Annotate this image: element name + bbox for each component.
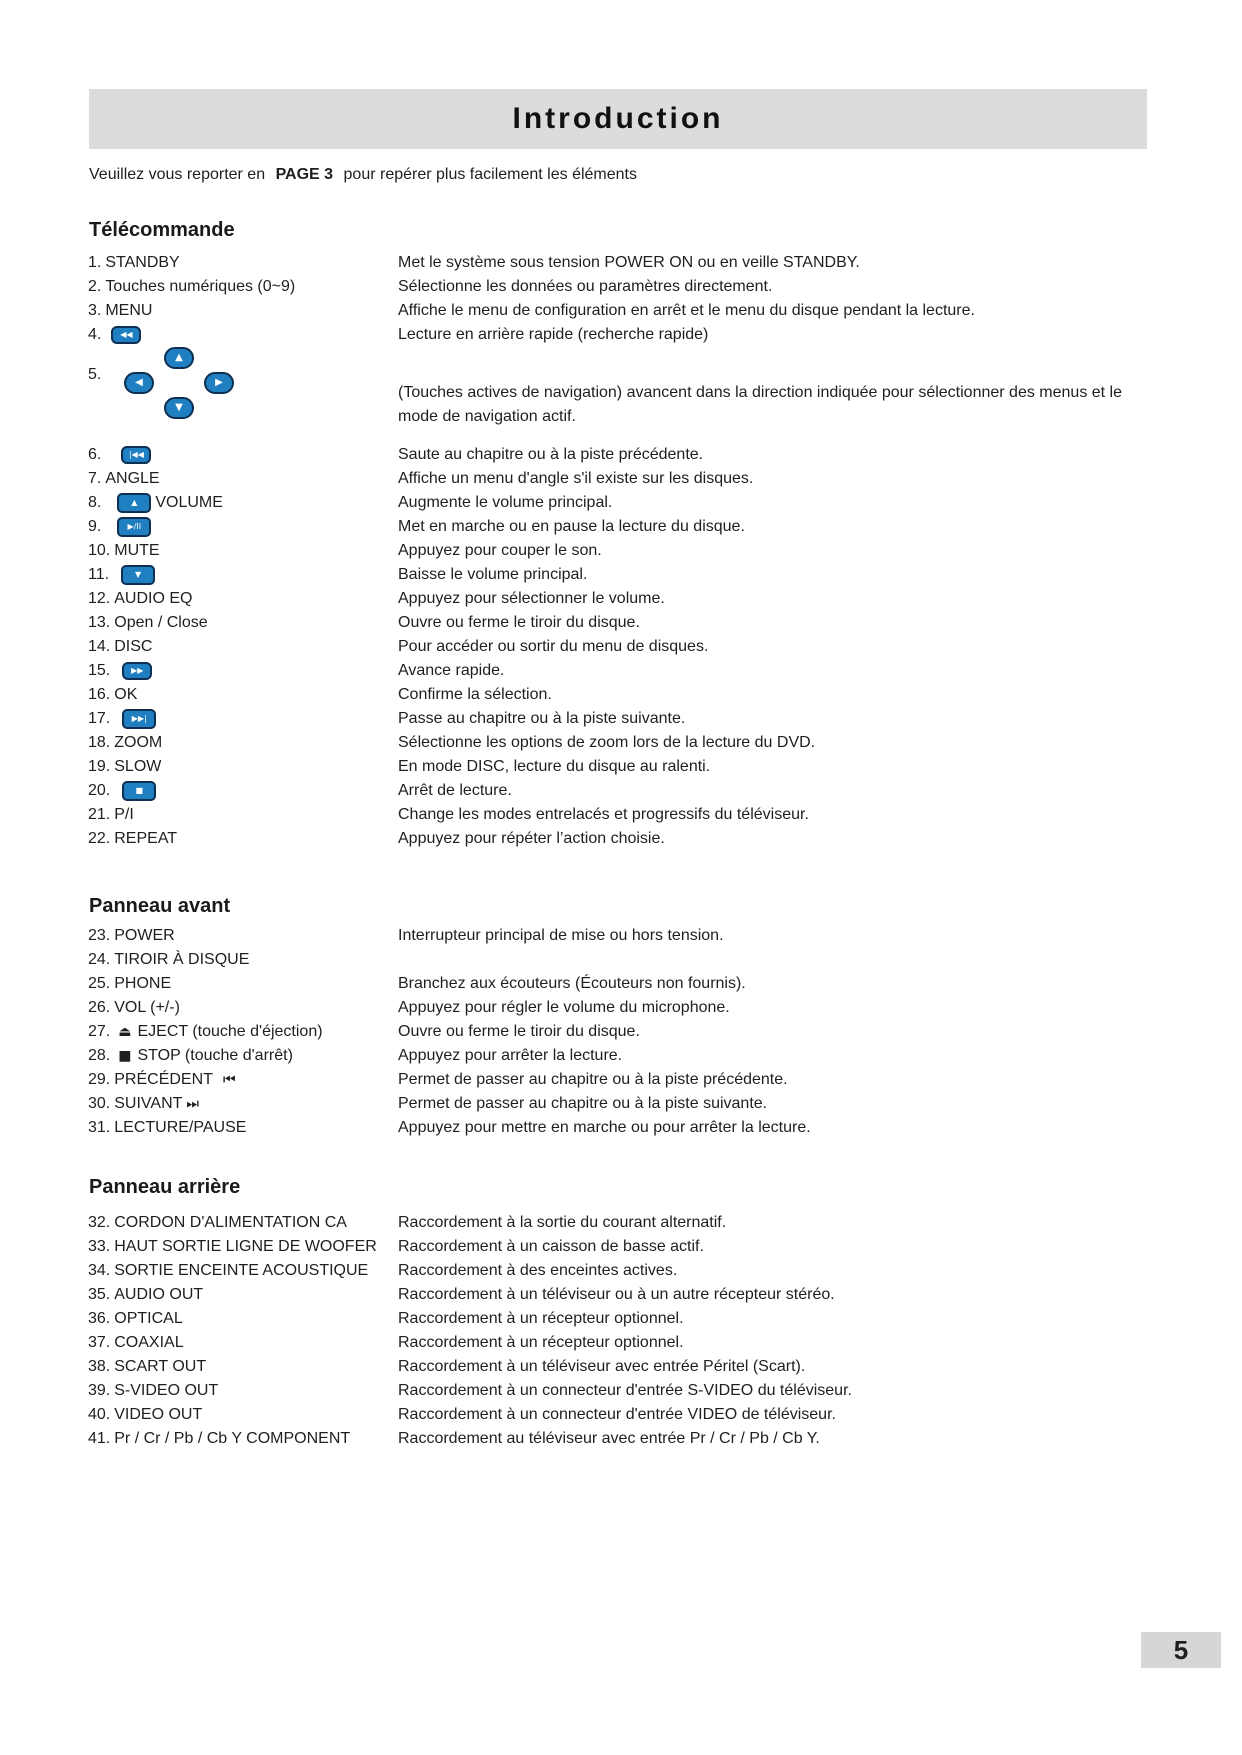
list-item: 19. SLOW En mode DISC, lecture du disque au ralenti. [88,758,711,775]
list-item: 39. S-VIDEO OUT Raccordement à un connecteur d'entrée S-VIDEO du téléviseur. [88,1382,852,1399]
list-item [88,1451,1148,1499]
list-item: 6. |◀◀ Saute au chapitre ou à la piste précédente. [88,446,704,463]
remote-list [88,251,1148,851]
volume-up-icon: ▲ [117,493,151,513]
list-item: 12. AUDIO EQ Appuyez pour sélectionner le volume. [88,590,665,607]
front-list [88,924,1148,1140]
list-item: 27. ⏏ EJECT (touche d'éjection) Ouvre ou ferme le tiroir du disque. [88,1020,1148,1044]
list-item: 38. SCART OUT Raccordement à un téléviseur avec entrée Péritel (Scart). [88,1358,806,1375]
list-item: 29. PRÉCÉDENT ⏮ Permet de passer au chapitre ou à la piste précédente. [88,1068,1148,1092]
list-item: 35. AUDIO OUT Raccordement à un téléviseur ou à un autre récepteur stéréo. [88,1286,835,1303]
list-item: 26. VOL (+/-) Appuyez pour régler le volume du microphone. [88,999,730,1016]
list-item: 23. POWER Interrupteur principal de mise ou hors tension. [88,927,724,944]
list-item: 20. ■ Arrêt de lecture. [88,782,512,799]
list-item: 18. ZOOM Sélectionne les options de zoom lors de la lecture du DVD. [88,734,816,751]
list-item: 34. SORTIE ENCEINTE ACOUSTIQUE Raccordement à des enceintes actives. [88,1262,678,1279]
list-item: 2. Touches numériques (0~9) Sélectionne les données ou paramètres directement. [88,278,773,295]
list-item: 22. REPEAT Appuyez pour répéter l’action choisie. [88,830,665,847]
page-title: Introduction [512,102,724,135]
list-item: 17. ▶▶| Passe au chapitre ou à la piste suivante. [88,710,686,727]
rewind-icon: ◀◀ [111,326,141,344]
previous-chapter-icon: |◀◀ [121,446,151,464]
section-title-remote: Télécommande [89,219,235,241]
list-item: 15. ▶▶ Avance rapide. [88,662,505,679]
nav-right-icon: ▶ [204,372,234,394]
stop-square-icon: ■ [118,1048,132,1064]
list-item: 31. LECTURE/PAUSE Appuyez pour mettre en marche ou pour arrêter la lecture. [88,1119,811,1136]
page-number: 5 [1141,1632,1221,1668]
list-item: 4. ◀◀ Lecture en arrière rapide (recherche rapide) [88,326,709,343]
play-pause-icon: ▶/II [117,517,151,537]
intro-after: pour repérer plus facilement les éléments [343,166,637,183]
intro-page-ref: PAGE 3 [275,166,334,183]
list-item: 28. ■ STOP (touche d'arrêt) Appuyez pour arrêter la lecture. [88,1044,1148,1068]
nav-up-icon: ▲ [164,347,194,369]
section-title-rear: Panneau arrière [89,1176,241,1198]
nav-down-icon: ▼ [164,397,194,419]
next-chapter-icon: ▶▶| [122,709,156,729]
list-item: 16. OK Confirme la sélection. [88,686,552,703]
list-item: 11. ▼ Baisse le volume principal. [88,566,588,583]
list-item: 32. CORDON D'ALIMENTATION CA Raccordement à la sortie du courant alternatif. [88,1214,727,1231]
previous-icon: ⏮ [222,1072,236,1088]
next-icon: ⏭ [186,1096,200,1112]
intro-before: Veuillez vous reporter en [89,166,266,183]
fast-forward-icon: ▶▶ [122,662,152,680]
list-item: 1. STANDBY Met le système sous tension POWER ON ou en veille STANDBY. [88,254,860,271]
list-item: 21. P/I Change les modes entrelacés et progressifs du téléviseur. [88,806,809,823]
section-title-front: Panneau avant [89,895,231,917]
list-item: 14. DISC Pour accéder ou sortir du menu de disques. [88,638,709,655]
nav-left-icon: ◀ [124,372,154,394]
list-item: 13. Open / Close Ouvre ou ferme le tiroir du disque. [88,614,640,631]
list-item: 7. ANGLE Affiche un menu d'angle s'il existe sur les disques. [88,470,754,487]
list-item: 5. ▲ ◀ ▶ ▼ (Touches actives de navigation) avancent dans la direction indiquée pour sélectionner des menus et le mode de navigation actif. [88,347,1148,443]
title-bar [89,89,1147,149]
list-item: 36. OPTICAL Raccordement à un récepteur optionnel. [88,1310,684,1327]
list-item: 30. SUIVANT ⏭ Permet de passer au chapitre ou à la piste suivante. [88,1092,1148,1116]
rear-list [88,1211,1148,1499]
list-item: 40. VIDEO OUT Raccordement à un connecteur d'entrée VIDEO de téléviseur. [88,1406,836,1423]
navigation-pad-icon [124,347,236,425]
list-item: 9. ▶/II Met en marche ou en pause la lecture du disque. [88,518,745,535]
eject-icon: ⏏ [118,1024,132,1040]
list-item: 25. PHONE Branchez aux écouteurs (Écouteurs non fournis). [88,975,746,992]
list-item: 24. TIROIR À DISQUE [88,951,250,968]
stop-icon: ■ [122,781,156,801]
list-item: 33. HAUT SORTIE LIGNE DE WOOFER Raccordement à un caisson de basse actif. [88,1238,704,1255]
intro-text [89,166,637,184]
list-item: 3. MENU Affiche le menu de configuration en arrêt et le menu du disque pendant la lecture. [88,302,975,319]
list-item: 8. ▲ VOLUME Augmente le volume principal. [88,494,613,511]
list-item: 41. Pr / Cr / Pb / Cb Y COMPONENT Raccordement au téléviseur avec entrée Pr / Cr / Pb / Cb Y. [88,1430,820,1447]
list-item: 37. COAXIAL Raccordement à un récepteur optionnel. [88,1334,684,1351]
list-item: 10. MUTE Appuyez pour couper le son. [88,542,602,559]
volume-down-icon: ▼ [121,565,155,585]
